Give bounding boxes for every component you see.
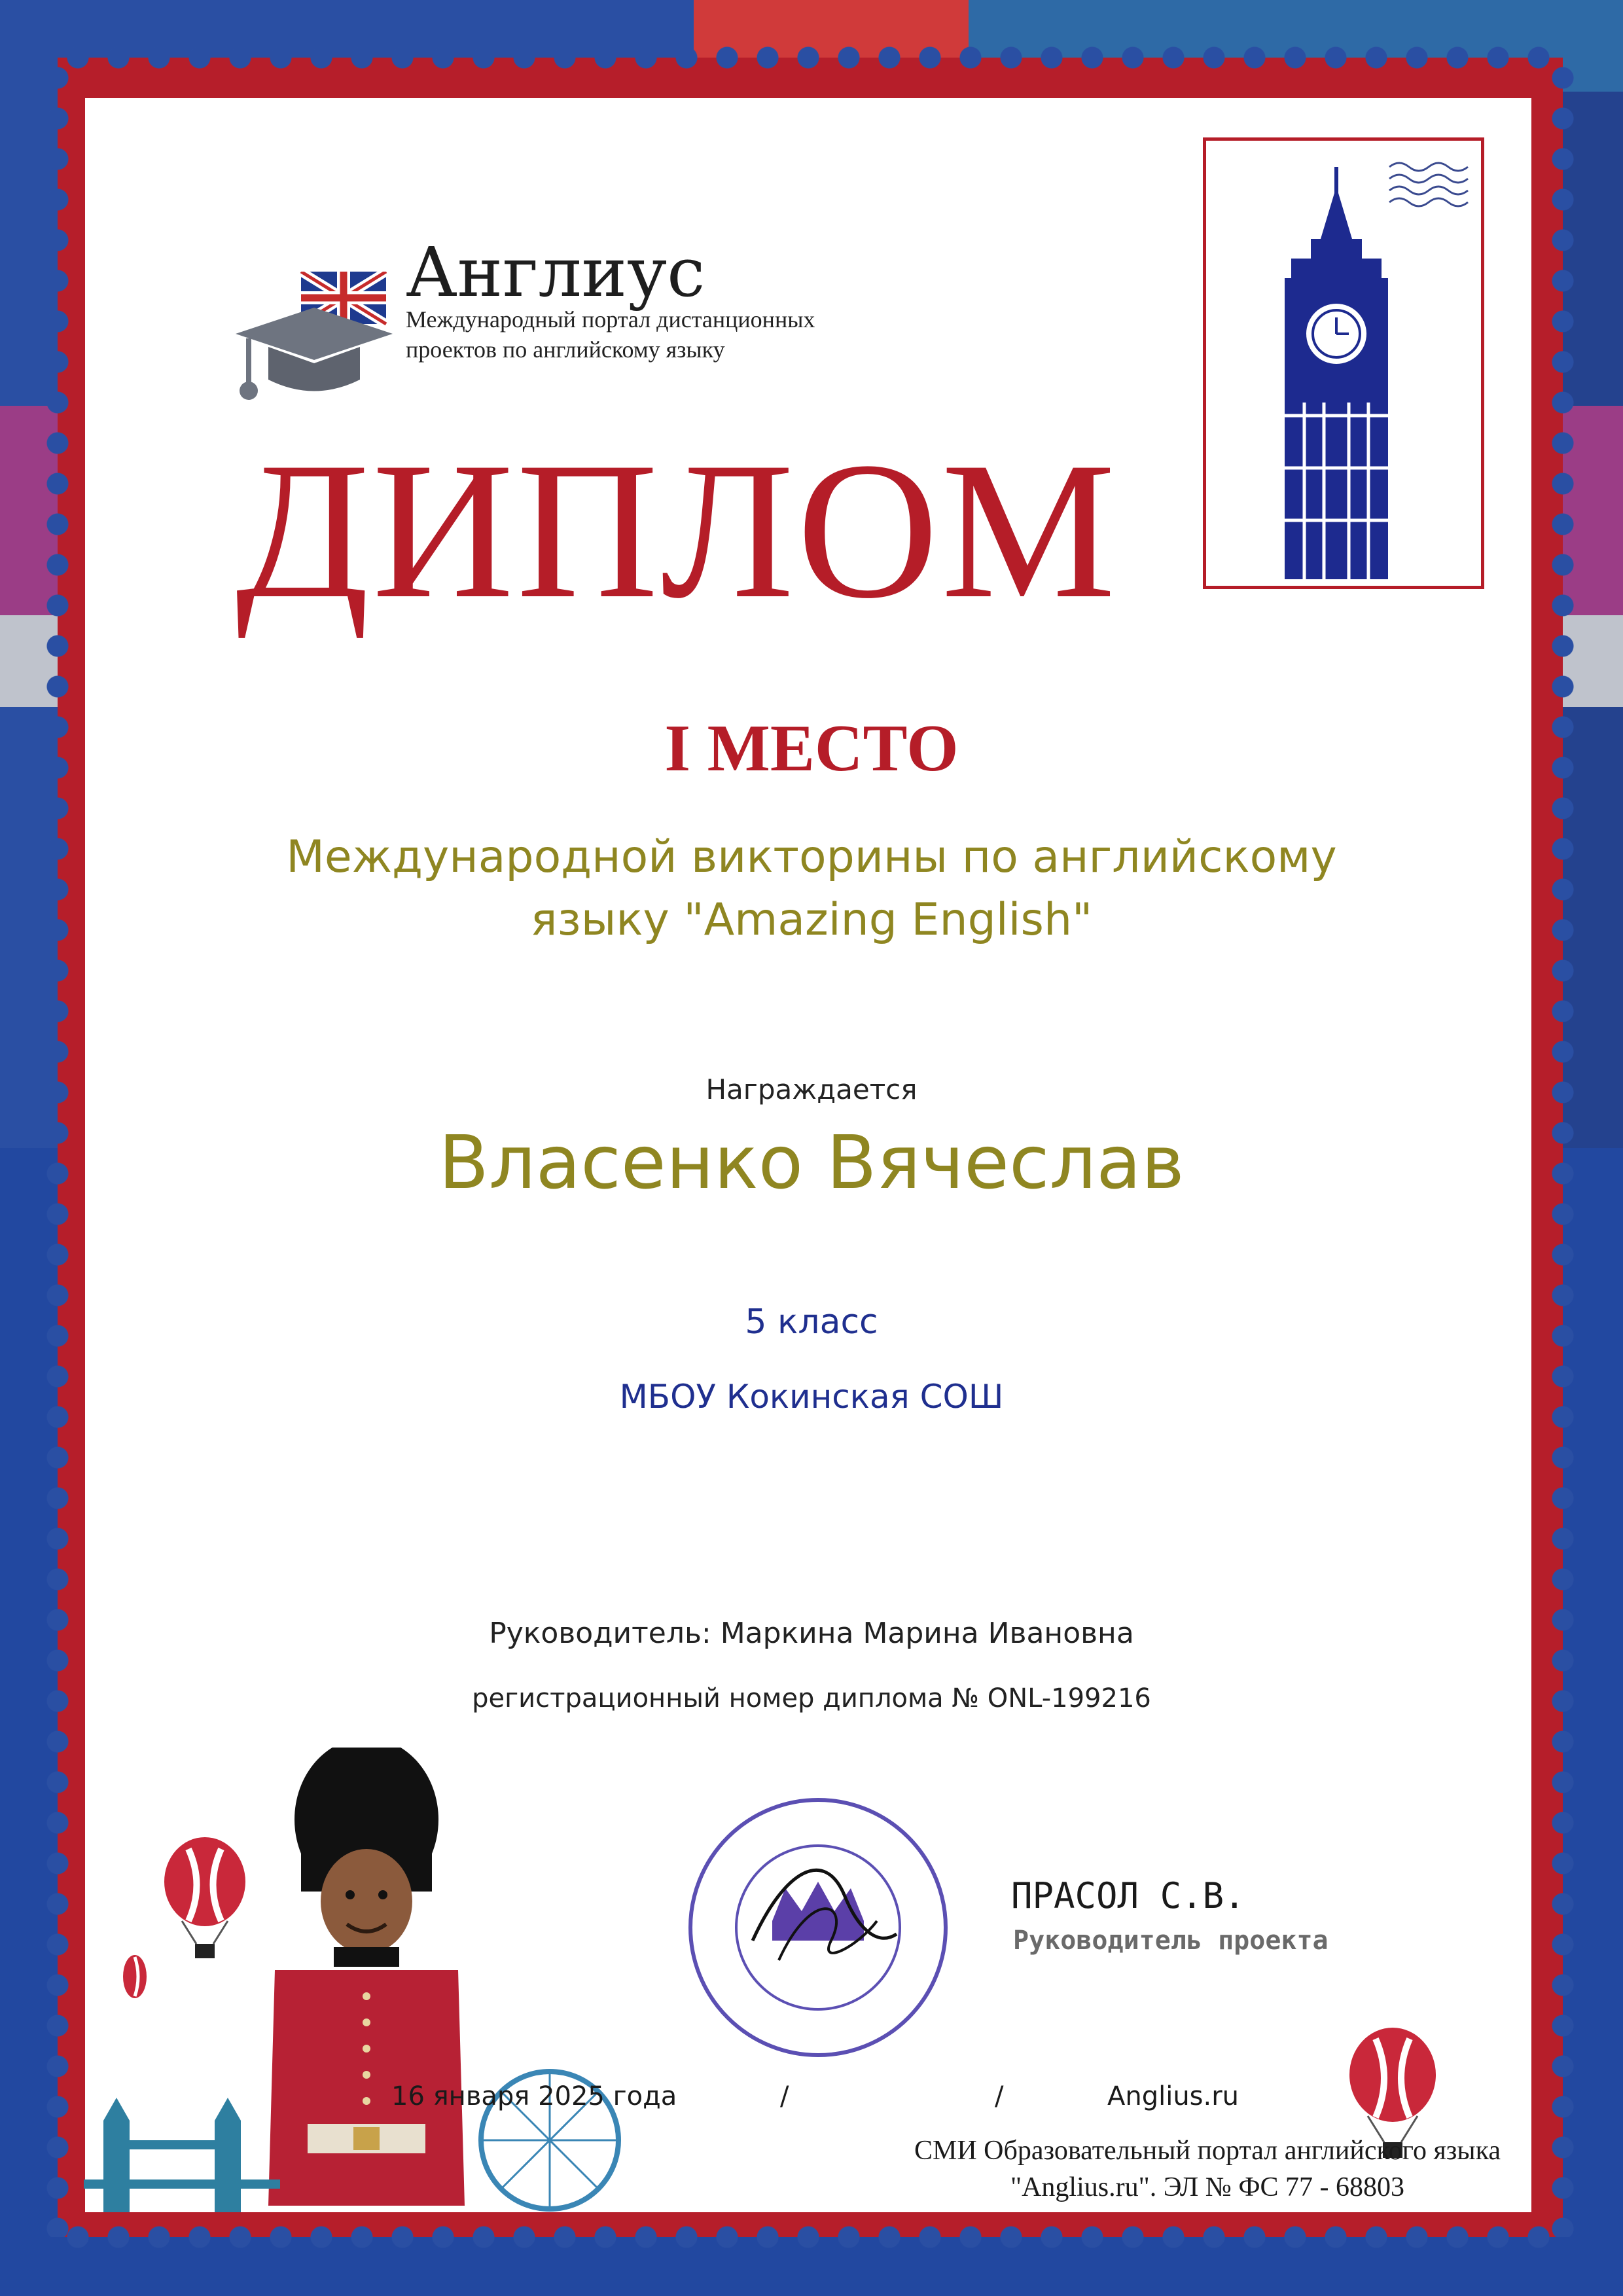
tower-bridge-icon	[84, 2094, 280, 2212]
leader: Руководитель: Маркина Марина Ивановна	[489, 1617, 1134, 1650]
graduation-cap-flag-icon	[229, 272, 399, 409]
contest-title-line2: языку "Amazing English"	[530, 894, 1093, 946]
logo-subtitle	[406, 304, 929, 365]
stamp-perforation-top	[58, 45, 1563, 71]
logo-title: Англиус	[406, 232, 705, 312]
awarded-label: Награждается	[705, 1073, 918, 1105]
grade: 5 класс	[745, 1302, 878, 1342]
site-link[interactable]: Anglius.ru	[1107, 2081, 1240, 2111]
signer-name: ПРАСОЛ С.В.	[1011, 1875, 1245, 1916]
media-registration	[844, 2132, 1571, 2206]
place-heading: I МЕСТО	[664, 711, 959, 785]
contest-title-line1: Международной викторины по английскому	[286, 831, 1337, 883]
big-ben-frame	[1203, 137, 1484, 589]
issue-date: 16 января 2025 года	[391, 2081, 677, 2111]
media-line1: СМИ Образовательный портал английского языка	[914, 2136, 1501, 2166]
footer-separator: /	[995, 2081, 1004, 2111]
logo-subtitle-line2: проектов по английскому языку	[406, 336, 725, 363]
royal-guard-illustration	[262, 1748, 471, 2206]
registration-number: регистрационный номер диплома № ONL-199216	[472, 1683, 1151, 1713]
school: МБОУ Кокинская СОШ	[619, 1378, 1004, 1416]
recipient-name: Власенко Вячеслав	[438, 1121, 1185, 1206]
stamp-perforation-bottom	[58, 2224, 1563, 2250]
hot-air-balloon-small-icon	[122, 1954, 148, 2013]
media-line2: "Anglius.ru". ЭЛ № ФС 77 - 68803	[1010, 2172, 1405, 2202]
footer-separator: /	[780, 2081, 789, 2111]
signer-role: Руководитель проекта	[1013, 1926, 1329, 1956]
diploma-title: ДИПЛОМ	[236, 422, 1118, 639]
big-ben-icon	[1206, 141, 1481, 586]
hot-air-balloon-icon	[162, 1836, 247, 1967]
contest-title	[0, 826, 1623, 952]
logo-subtitle-line1: Международный портал дистанционных	[406, 306, 815, 332]
official-seal	[681, 1790, 955, 2065]
